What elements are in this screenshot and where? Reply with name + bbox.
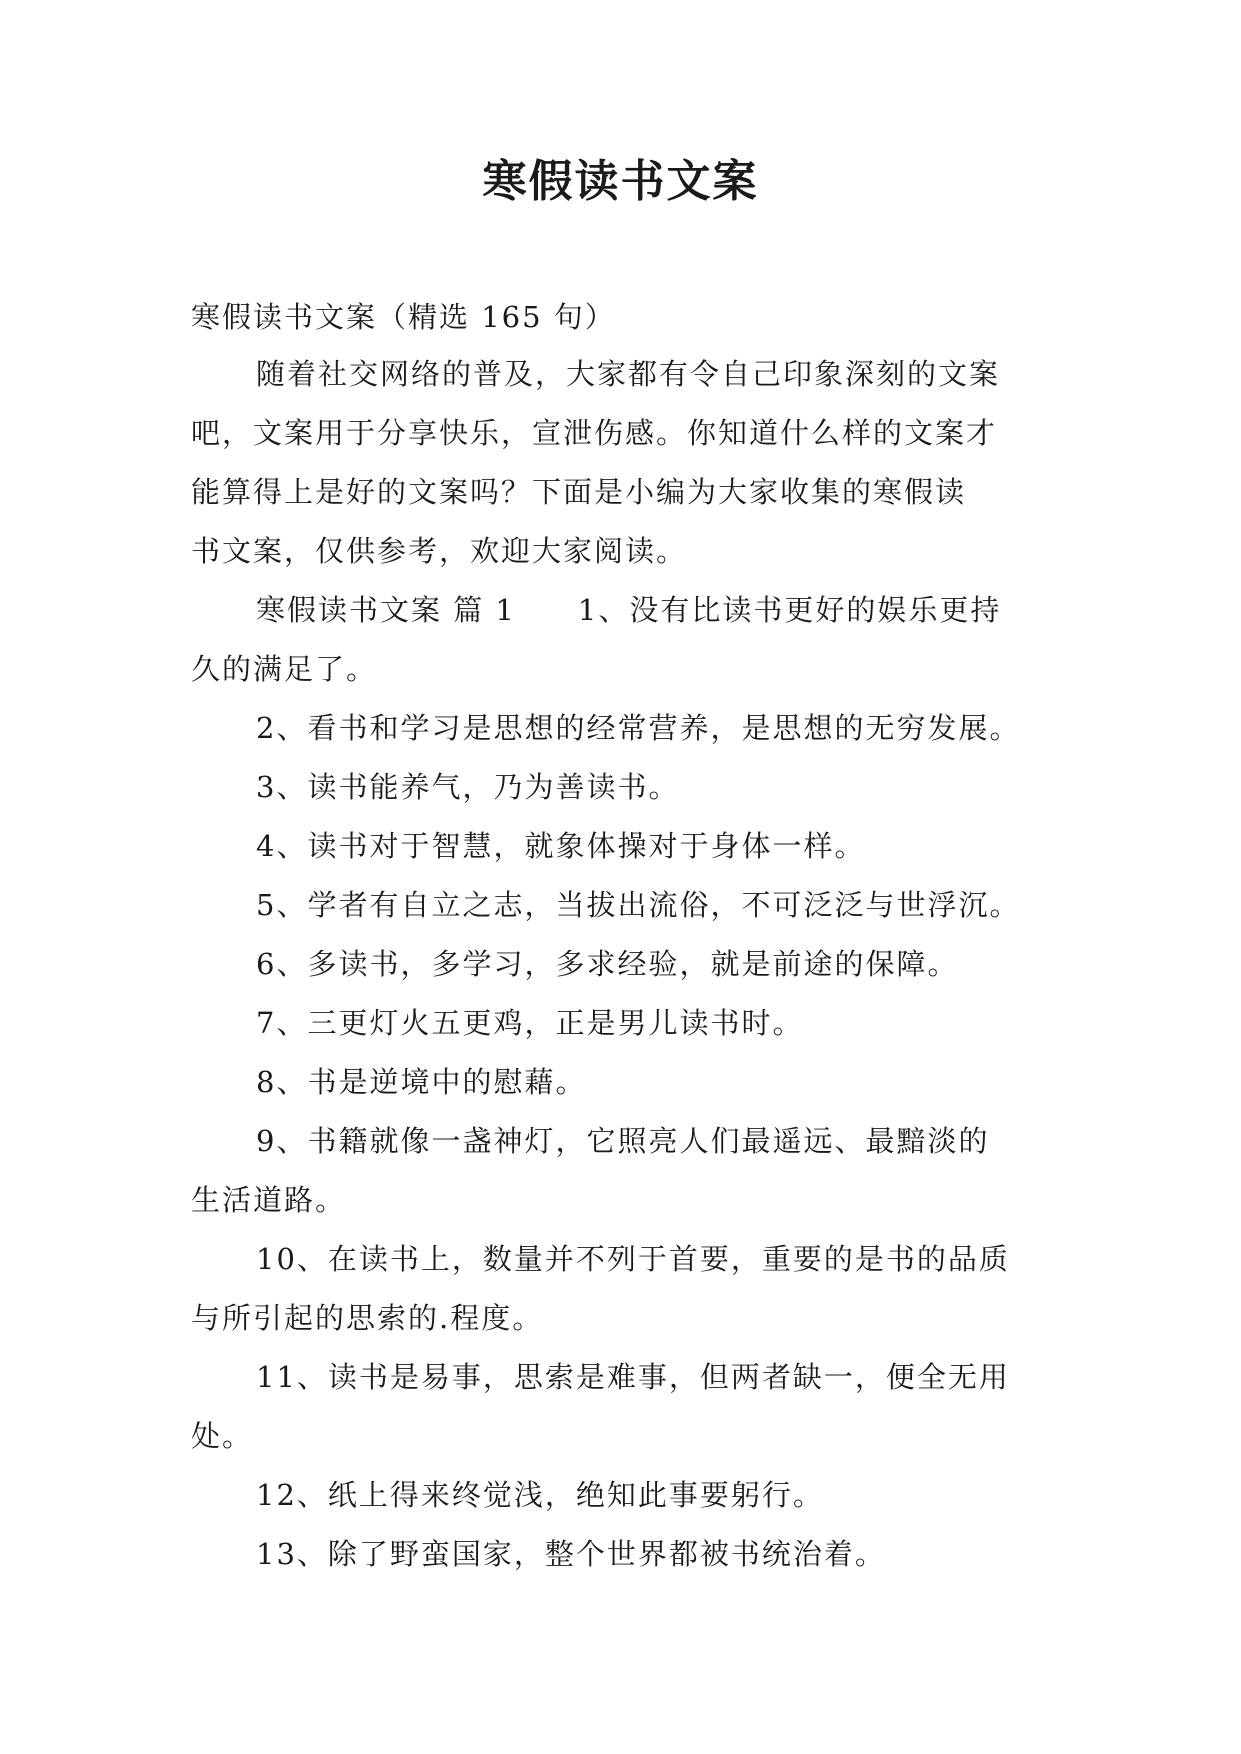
list-item-11: 11、读书是易事，思索是难事，但两者缺一，便全无用 — [256, 1360, 1010, 1394]
intro-line-4: 书文案，仅供参考，欢迎大家阅读。 — [191, 534, 688, 568]
intro-line-3: 能算得上是好的文案吗？下面是小编为大家收集的寒假读 — [191, 475, 967, 509]
list-item-13: 13、除了野蛮国家，整个世界都被书统治着。 — [256, 1537, 886, 1571]
list-item-12: 12、纸上得来终觉浅，绝知此事要躬行。 — [256, 1478, 824, 1512]
list-item-10-continuation: 与所引起的思索的.程度。 — [191, 1301, 544, 1335]
list-item-10: 10、在读书上，数量并不列于首要，重要的是书的品质 — [256, 1242, 1010, 1276]
section-heading-line: 寒假读书文案 篇 1 1、没有比读书更好的娱乐更持 — [256, 593, 1002, 627]
list-item-2: 2、看书和学习是思想的经常营养，是思想的无穷发展。 — [256, 711, 1021, 745]
list-item-9-continuation: 生活道路。 — [191, 1183, 347, 1217]
document-title: 寒假读书文案 — [482, 156, 759, 207]
list-item-8: 8、书是逆境中的慰藉。 — [256, 1065, 587, 1099]
section-heading-continuation: 久的满足了。 — [191, 652, 378, 686]
list-item-11-continuation: 处。 — [191, 1419, 254, 1453]
subtitle: 寒假读书文案（精选 165 句） — [191, 300, 616, 334]
list-item-5: 5、学者有自立之志，当拔出流俗，不可泛泛与世浮沉。 — [256, 888, 1021, 922]
list-item-4: 4、读书对于智慧，就象体操对于身体一样。 — [256, 829, 866, 863]
list-item-3: 3、读书能养气，乃为善读书。 — [256, 770, 680, 804]
list-item-7: 7、三更灯火五更鸡，正是男儿读书时。 — [256, 1006, 804, 1040]
list-item-6: 6、多读书，多学习，多求经验，就是前途的保障。 — [256, 947, 959, 981]
list-item-9: 9、书籍就像一盏神灯，它照亮人们最遥远、最黯淡的 — [256, 1124, 990, 1158]
intro-line-1: 随着社交网络的普及，大家都有令自己印象深刻的文案 — [256, 357, 1001, 391]
intro-line-2: 吧，文案用于分享快乐，宣泄伤感。你知道什么样的文案才 — [191, 416, 998, 450]
